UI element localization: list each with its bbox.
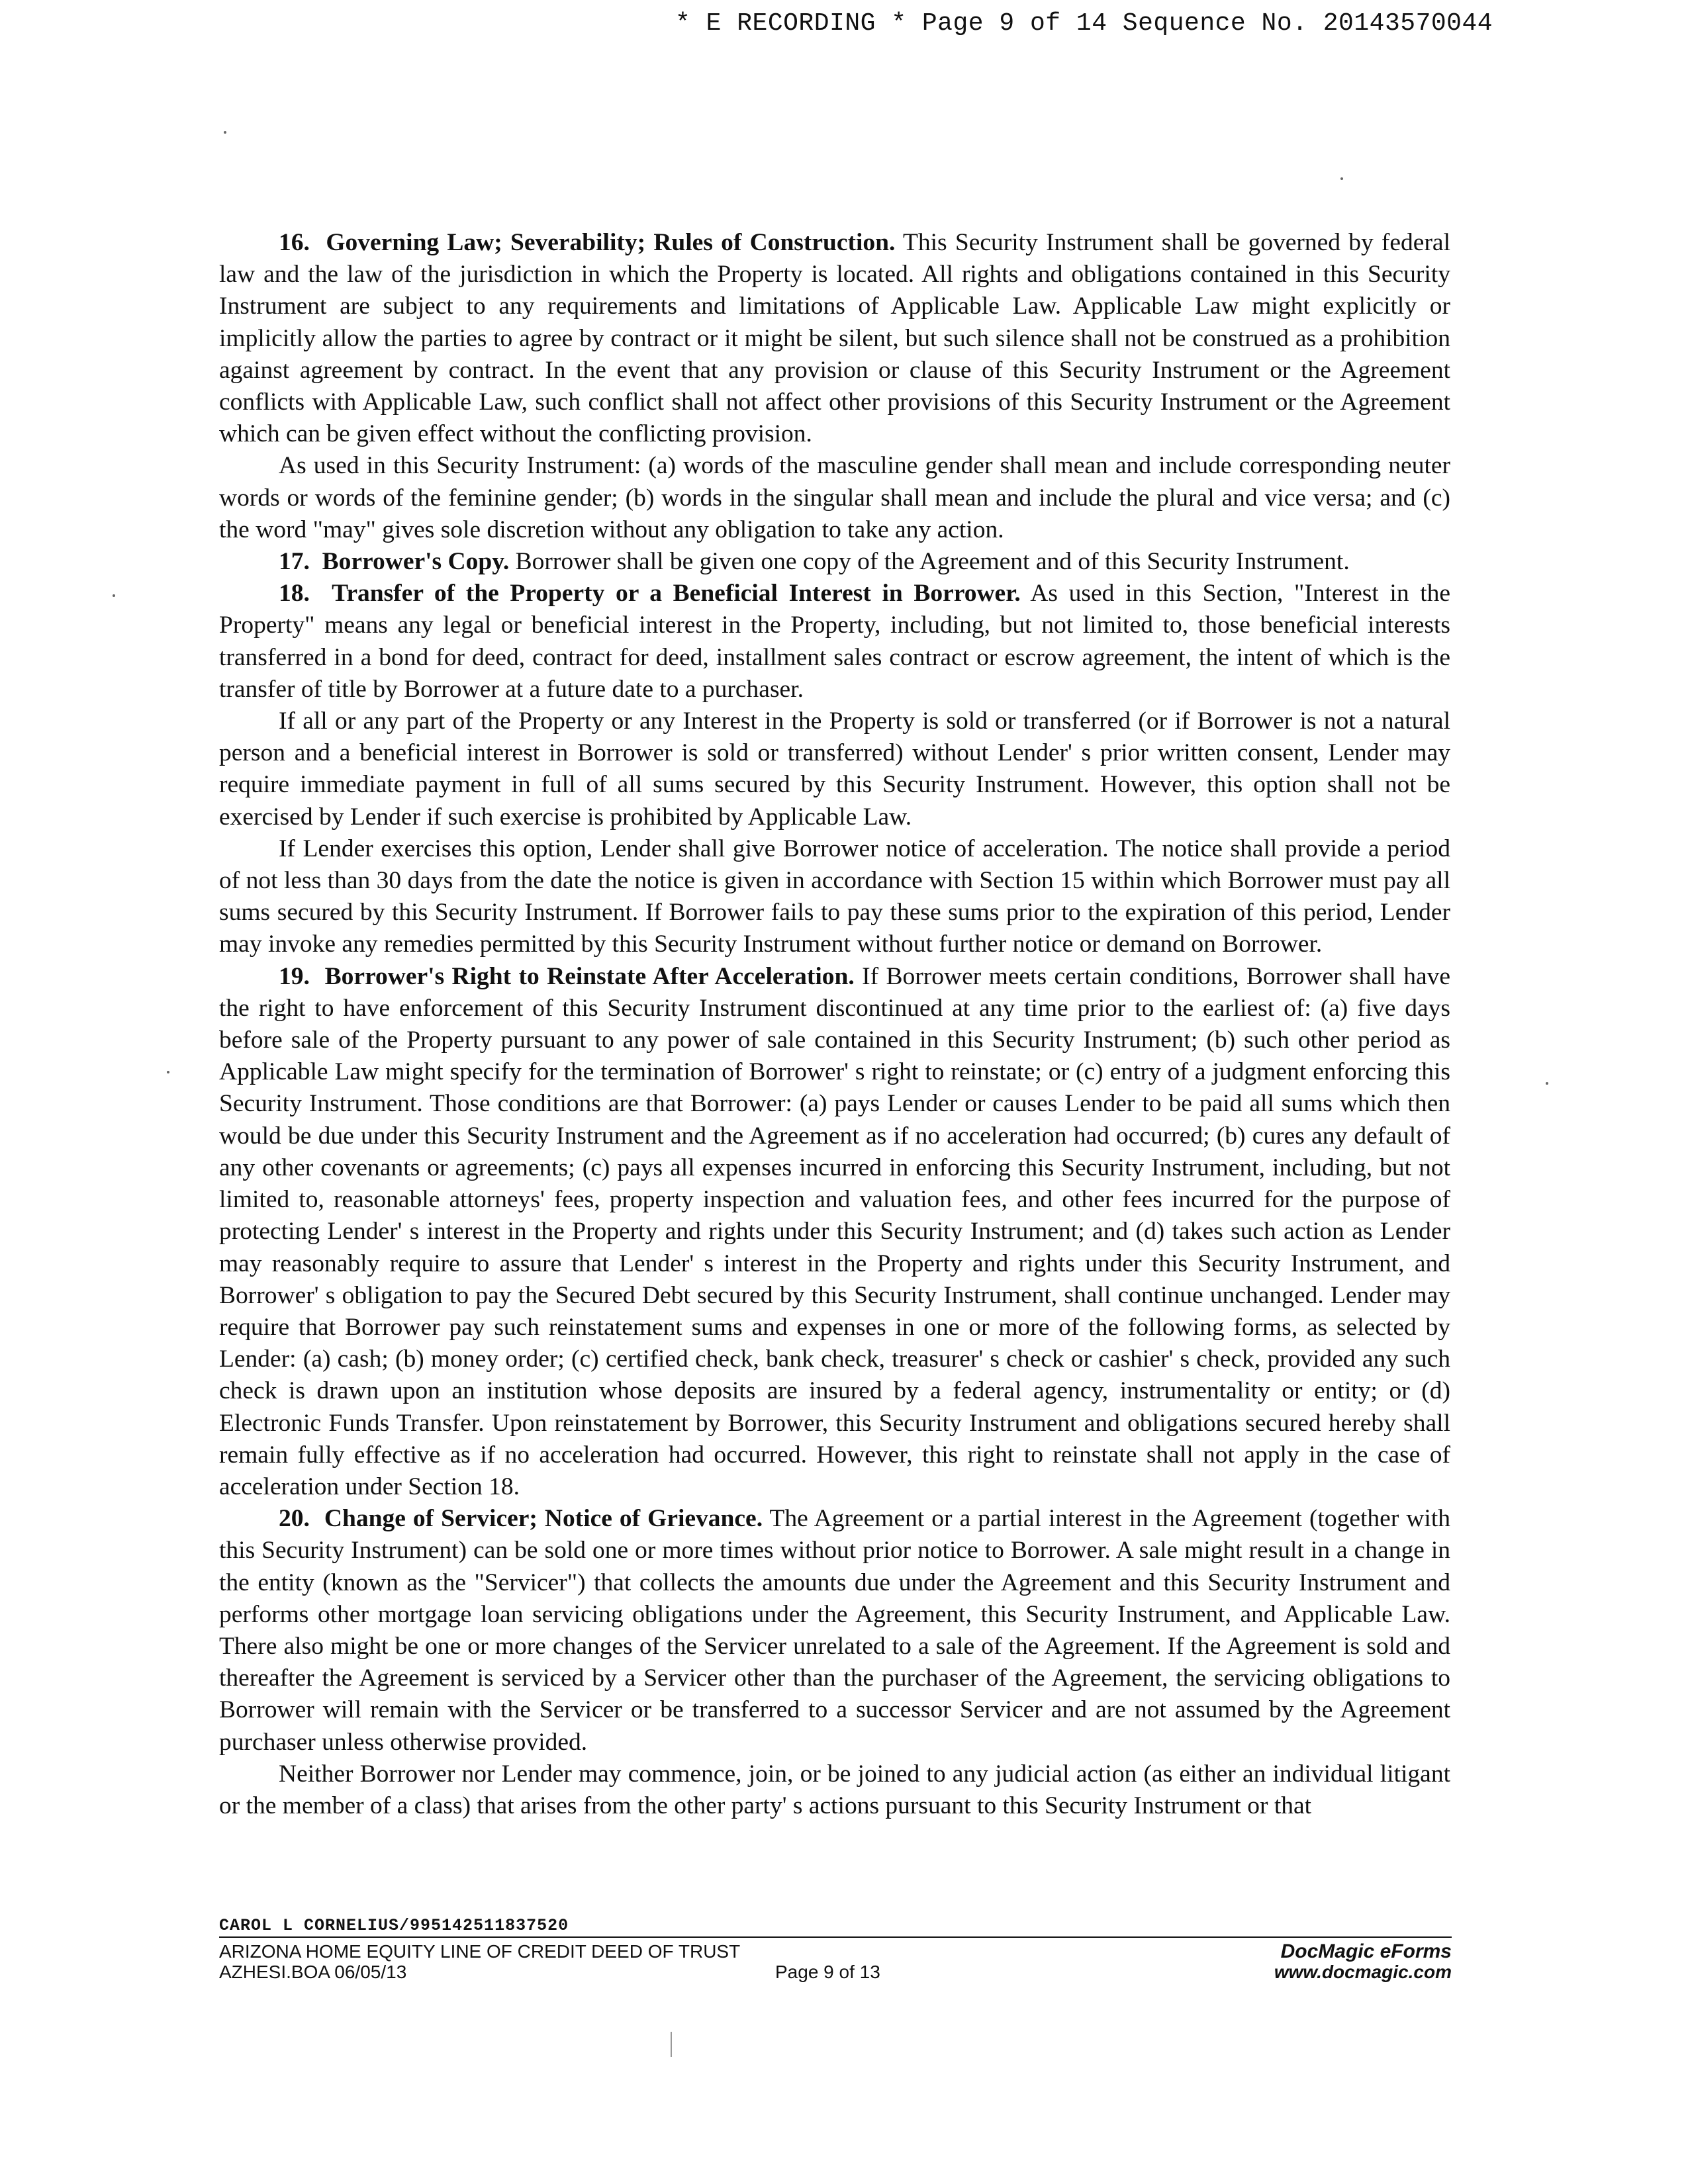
paragraph-17 xyxy=(219,546,1450,578)
paragraph-20 xyxy=(219,1503,1450,1758)
paragraph-18-acceleration: If Lender exercises this option, Lender shall give Borrower notice of acceleration. The notice shall provide a period of not less than 30 days from the date the notice is given in accordance with Section 15 within which Borrower must pay all sums secured by this Security Instrument. If Borrower fails to pay these sums prior to the expiration of this period, Lender may invoke any remedies permitted by this Security Instrument without further notice or demand on Borrower. xyxy=(219,835,1450,958)
recording-header: * E RECORDING * Page 9 of 14 Sequence No. 20143570044 xyxy=(675,9,1493,38)
paragraph-text: As used in this Section, "Interest in the Property" means any legal or beneficial interest in the Property, including, but not limited to, those beneficial interests transferred in a bond for deed, contract for deed, installment sales contract or escrow agreement, the intent of which is the transfer of title by Borrower at a future date to a purchaser. xyxy=(219,580,1451,703)
form-code: AZHESI.BOA 06/05/13 xyxy=(219,1962,407,1982)
paragraph-text: The Agreement or a partial interest in the Agreement (together with this Security Instrument) can be sold one or more times without prior notice to Borrower. A sale might result in a change in the entity (known as the "Servicer") that collects the amounts due under the Agreement and this Security Instrument and performs other mortgage loan servicing obligations under the Agreement, this Security Instrument, and Applicable Law. There also might be one or more changes of the Servicer unrelated to a sale of the Agreement. If the Agreement is sold and thereafter the Agreement is serviced by a Servicer other than the purchaser of the Agreement, the servicing obligations to Borrower will remain with the Servicer or be transferred to a successor Servicer and are not assumed by the Agreement purchaser unless otherwise provided. xyxy=(219,1505,1451,1756)
section-number: 19. xyxy=(279,962,310,990)
paragraph-text: Borrower shall be given one copy of the Agreement and of this Security Instrument. xyxy=(509,548,1350,576)
scan-mark xyxy=(671,2032,672,2057)
section-number: 20. xyxy=(279,1505,310,1533)
website-link: www.docmagic.com xyxy=(1274,1962,1452,1982)
section-number: 17. xyxy=(279,548,310,576)
paragraph-text: This Security Instrument shall be governed by federal law and the law of the jurisdiction in which the Property is located. All rights and obligations contained in this Security Instrument are subject to any requirements and limitations of Applicable Law. Applicable Law might explicitly or implicitly allow the parties to agree by contract or it might be silent, but such silence shall not be construed as a prohibition against agreement by contract. In the event that any provision or clause of this Security Instrument or the Agreement conflicts with Applicable Law, such conflict shall not affect other provisions of this Security Instrument or the Agreement which can be given effect without the conflicting provision. xyxy=(219,229,1451,448)
scan-speck xyxy=(113,594,115,597)
footer-borrower-id: CAROL L CORNELIUS/995142511837520 xyxy=(219,1916,569,1935)
section-number: 18. xyxy=(279,580,310,608)
scan-speck xyxy=(1546,1082,1548,1085)
paragraph-18-transfer: If all or any part of the Property or any Interest in the Property is sold or transferred (or if Borrower is not a natural person and a beneficial interest in Borrower is sold or transferred) without Lender' s prior written consent, Lender may require immediate payment in full of all sums secured by this Security Instrument. However, this option shall not be exercised by Lender if such exercise is prohibited by Applicable Law. xyxy=(219,707,1450,831)
paragraph-16-construction: As used in this Security Instrument: (a) words of the masculine gender shall mean and include corresponding neuter words or words of the feminine gender; (b) words in the singular shall mean and include the plural and vice versa; and (c) the word "may" gives sole discretion without any obligation to take any action. xyxy=(219,452,1450,543)
section-number: 16. xyxy=(279,229,310,256)
section-title: Governing Law; Severability; Rules of Construction. xyxy=(326,229,896,256)
form-title: ARIZONA HOME EQUITY LINE OF CREDIT DEED OF TRUST xyxy=(219,1941,741,1962)
section-title: Borrower's Copy. xyxy=(322,548,510,576)
footer-divider xyxy=(219,1936,1452,1938)
paragraph-18 xyxy=(219,578,1450,705)
paragraph-text: If Borrower meets certain conditions, Borrower shall have the right to have enforcement of this Security Instrument discontinued at any time prior to the earliest of: (a) five days before sale of the Property pursuant to any power of sale contained in this Security Instrument; (b) such other period as Applicable Law might specify for the termination of Borrower' s right to reinstate; or (c) entry of a judgment enforcing this Security Instrument. Those conditions are that Borrower: (a) pays Lender or causes Lender to be paid all sums which then would be due under this Security Instrument and the Agreement as if no acceleration had occurred; (b) cures any default of any other covenants or agreements; (c) pays all expenses incurred in enforcing this Security Instrument, including, but not limited to, reasonable attorneys' fees, property inspection and valuation fees, and other fees incurred for the purpose of protecting Lender' s interest in the Property and rights under this Security Instrument; and (d) takes such action as Lender may reasonably require to assure that Lender' s interest in the Property and rights under this Security Instrument, and Borrower' s obligation to pay the Secured Debt secured by this Security Instrument, shall continue unchanged. Lender may require that Borrower pay such reinstatement sums and expenses in one or more of the following forms, as selected by Lender: (a) cash; (b) money order; (c) certified check, bank check, treasurer' s check or cashier' s check, provided any such check is drawn upon an institution whose deposits are insured by a federal agency, instrumentality or entity; or (d) Electronic Funds Transfer. Upon reinstatement by Borrower, this Security Instrument and obligations secured hereby shall remain fully effective as if no acceleration had occurred. However, this right to reinstate shall not apply in the case of acceleration under Section 18. xyxy=(219,962,1450,1500)
document-body xyxy=(219,227,1450,1822)
scan-speck xyxy=(224,131,226,134)
paragraph-16 xyxy=(219,227,1450,450)
section-title: Transfer of the Property or a Beneficial Interest in Borrower. xyxy=(332,580,1021,608)
scan-speck xyxy=(1340,177,1343,180)
paragraph-19 xyxy=(219,961,1450,1503)
paragraph-20-judicial-action: Neither Borrower nor Lender may commence, join, or be joined to any judicial action (as either an individual litigant or the member of a class) that arises from the other party' s actions pursuant to this Security Instrument or that xyxy=(219,1760,1450,1819)
scan-speck xyxy=(167,1071,169,1073)
section-title: Change of Servicer; Notice of Grievance. xyxy=(324,1505,763,1533)
docmagic-logo: DocMagic eForms xyxy=(1280,1940,1452,1962)
section-title: Borrower's Right to Reinstate After Acceleration. xyxy=(324,962,855,990)
page-number: Page 9 of 13 xyxy=(775,1962,880,1982)
